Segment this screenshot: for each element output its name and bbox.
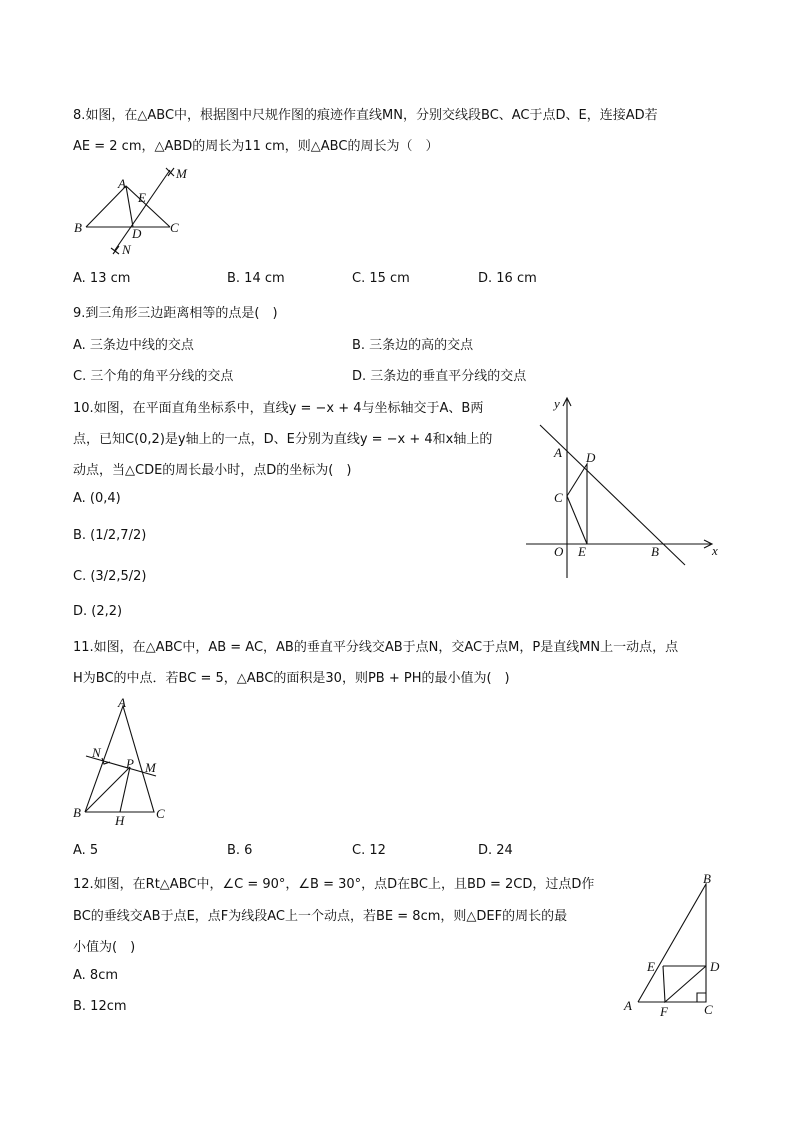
q8-stem-line2: AE = 2 cm，△ABD的周长为11 cm，则△ABC的周长为（ ）: [73, 139, 439, 154]
q10-option-d: D. (2,2): [73, 604, 123, 619]
q11-option-c: C. 12: [352, 843, 386, 858]
q11-label-C: C: [156, 806, 165, 821]
q9-option-d: D. 三条边的垂直平分线的交点: [352, 369, 527, 384]
q12-label-A: A: [624, 998, 632, 1013]
q9-option-b: B. 三条边的高的交点: [352, 338, 474, 353]
q11-label-A: A: [118, 695, 126, 710]
q9-stem-line1: 9.到三角形三边距离相等的点是( ): [73, 306, 278, 321]
q12-label-B: B: [703, 871, 711, 886]
q10-option-a: A. (0,4): [73, 491, 121, 506]
q10-stem-line1: 10.如图，在平面直角坐标系中，直线y = −x + 4与坐标轴交于A、B两: [73, 401, 484, 416]
q10-label-D: D: [586, 450, 596, 465]
q12-label-D: D: [710, 959, 720, 974]
q12-figure: [618, 868, 728, 1020]
q11-option-b: B. 6: [227, 843, 253, 858]
q12-stem-line3: 小值为( ): [73, 940, 136, 955]
q10-option-b: B. (1/2,7/2): [73, 528, 147, 543]
q12-option-a: A. 8cm: [73, 968, 119, 983]
q10-option-c: C. (3/2,5/2): [73, 569, 147, 584]
q11-label-N: N: [92, 745, 101, 760]
q10-label-A: A: [554, 445, 562, 460]
q10-label-B: B: [651, 544, 659, 559]
q9-option-c: C. 三个角的角平分线的交点: [73, 369, 234, 384]
q11-figure: [70, 694, 180, 832]
q8-label-C: C: [170, 220, 179, 235]
q12-stem-line1: 12.如图，在Rt△ABC中，∠C = 90°，∠B = 30°，点D在BC上，且BD = 2CD，过点D作: [73, 877, 595, 892]
q8-option-a: A. 13 cm: [73, 271, 131, 286]
q8-stem-line1: 8.如图，在△ABC中，根据图中尺规作图的痕迹作直线MN，分别交线段BC、AC于点D、E，连接AD若: [73, 108, 658, 123]
q8-option-c: C. 15 cm: [352, 271, 410, 286]
q10-label-C: C: [554, 490, 563, 505]
q8-label-D: D: [132, 226, 142, 241]
q11-label-P: P: [126, 756, 134, 771]
q12-label-C: C: [704, 1002, 713, 1017]
q12-stem-line2: BC的垂线交AB于点E，点F为线段AC上一个动点，若BE = 8cm，则△DEF的周长的最: [73, 909, 568, 924]
q8-label-B: B: [74, 220, 82, 235]
q11-label-H: H: [115, 813, 125, 828]
q11-label-B: B: [73, 805, 81, 820]
q8-label-M: M: [176, 166, 187, 181]
q12-label-F: F: [660, 1004, 668, 1019]
q8-option-b: B. 14 cm: [227, 271, 285, 286]
q11-option-a: A. 5: [73, 843, 99, 858]
q11-stem-line1: 11.如图，在△ABC中，AB = AC，AB的垂直平分线交AB于点N，交AC于点M，P是直线MN上一动点，点: [73, 640, 679, 655]
q12-label-E: E: [647, 959, 655, 974]
q11-label-M: M: [145, 760, 156, 775]
q10-stem-line3: 动点，当△CDE的周长最小时，点D的坐标为( ): [73, 463, 352, 478]
q8-label-A: A: [118, 176, 126, 191]
q10-figure: [520, 392, 725, 582]
q10-stem-line2: 点，已知C(0,2)是y轴上的一点，D、E分别为直线y = −x + 4和x轴上的: [73, 432, 493, 447]
q9-option-a: A. 三条边中线的交点: [73, 338, 194, 353]
q10-label-y: y: [554, 396, 560, 411]
q10-label-x: x: [712, 543, 718, 558]
q10-label-E: E: [578, 544, 586, 559]
q8-option-d: D. 16 cm: [478, 271, 537, 286]
q8-figure: [70, 162, 200, 262]
q11-option-d: D. 24: [478, 843, 513, 858]
q8-label-N: N: [122, 242, 131, 257]
q11-stem-line2: H为BC的中点．若BC = 5，△ABC的面积是30，则PB + PH的最小值为( ): [73, 671, 510, 686]
q8-label-E: E: [138, 190, 146, 205]
q12-option-b: B. 12cm: [73, 999, 127, 1014]
q10-label-O: O: [554, 544, 564, 559]
